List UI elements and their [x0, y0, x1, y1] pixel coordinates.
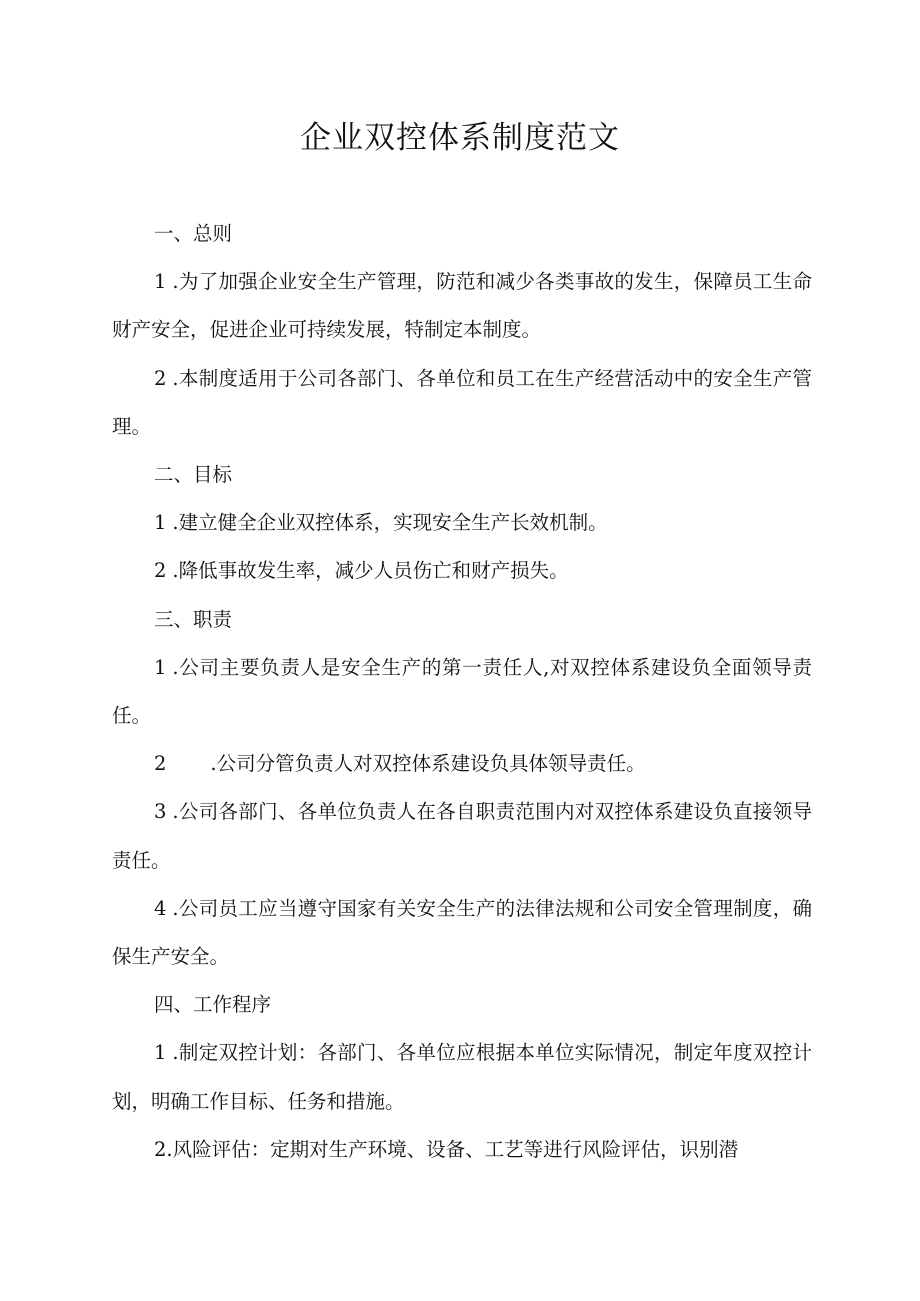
item-number: 4: [154, 896, 167, 920]
item-text: .公司员工应当遵守国家有关安全生产的法律法规和公司安全管理制度，确保生产安全。: [112, 896, 812, 969]
item-text: .降低事故发生率，减少人员伤亡和财产损失。: [172, 559, 569, 583]
item-number: 1: [154, 270, 167, 294]
section-heading-general: 一、总则: [154, 222, 233, 245]
item-number: 2: [154, 366, 167, 390]
item-number: 2: [154, 559, 167, 583]
paragraph: [112, 258, 812, 354]
paragraph: [112, 885, 812, 981]
section-heading-goals: 二、目标: [154, 463, 233, 487]
item-number: 2: [154, 752, 167, 776]
paragraph: [112, 644, 812, 740]
paragraph: [112, 499, 812, 547]
item-text: .建立健全企业双控体系，实现安全生产长效机制。: [172, 511, 608, 535]
paragraph: [112, 1029, 812, 1125]
item-number: 2: [154, 1137, 167, 1161]
item-text: .风险评估：定期对生产环境、设备、工艺等进行风险评估，识别潜: [166, 1137, 739, 1161]
document-title: 企业双控体系制度范文: [300, 120, 620, 156]
section-heading-procedure: 四、工作程序: [154, 993, 272, 1017]
paragraph: [112, 547, 812, 595]
item-number: 1: [154, 1041, 167, 1065]
document-body: [112, 210, 812, 1174]
item-number: 3: [154, 800, 167, 824]
paragraph: [112, 355, 812, 451]
item-text: .为了加强企业安全生产管理，防范和减少各类事故的发生，保障员工生命财产安全，促进企业可持续发展，特制定本制度。: [112, 270, 812, 342]
paragraph: [112, 788, 812, 884]
paragraph: [112, 1126, 812, 1174]
paragraph: [112, 740, 812, 788]
item-text: .公司各部门、各单位负责人在各自职责范围内对双控体系建设负直接领导责任。: [112, 800, 812, 872]
item-number: 1: [154, 655, 167, 679]
item-text: .公司分管负责人对双控体系建设负具体领导责任。: [210, 752, 646, 776]
item-text: .制定双控计划：各部门、各单位应根据本单位实际情况，制定年度双控计划，明确工作目标、任务和措施。: [112, 1041, 812, 1113]
item-number: 1: [154, 511, 167, 535]
item-text: .本制度适用于公司各部门、各单位和员工在生产经营活动中的安全生产管理。: [112, 366, 812, 438]
item-text: .公司主要负责人是安全生产的第一责任人,对双控体系建设负全面领导责任。: [112, 655, 812, 728]
section-heading-responsibilities: 三、职责: [154, 607, 233, 631]
